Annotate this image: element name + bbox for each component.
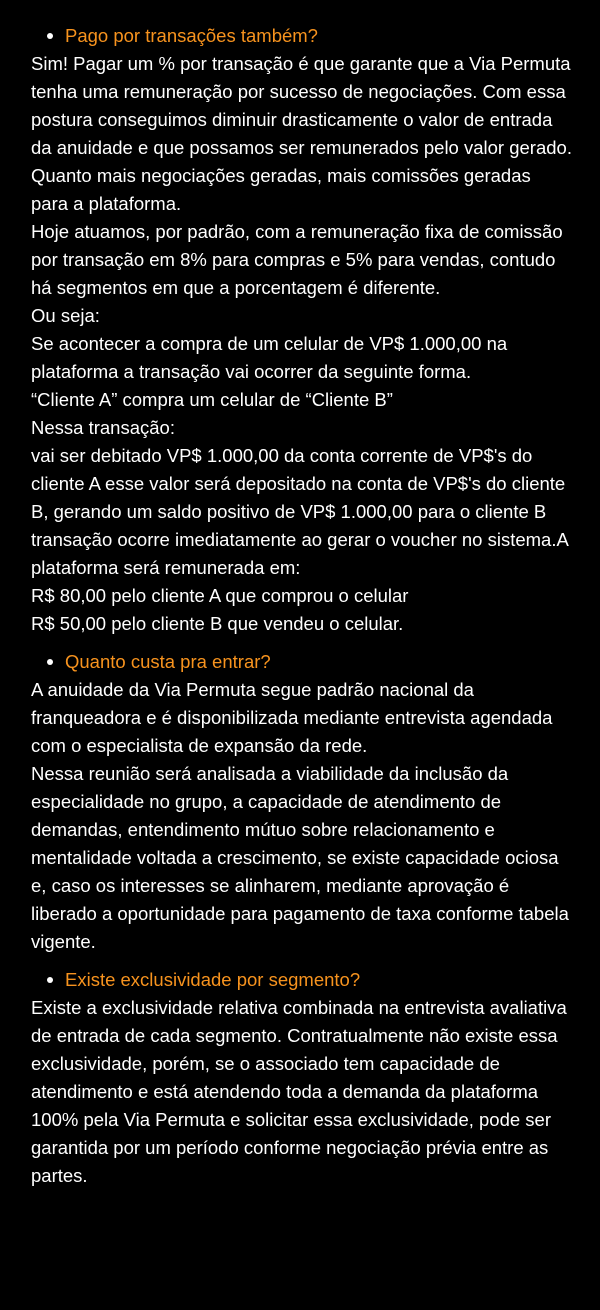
bullet-icon [47,977,53,983]
faq-item-exclusivity [31,966,572,1190]
answer-paragraph: Ou seja: [31,305,100,326]
answer-paragraph: Nessa transação: [31,417,175,438]
answer-paragraph: Hoje atuamos, por padrão, com a remuneração fixa de comissão por transação em 8% para compras e 5% para vendas, contudo há segmentos em que a porcentagem é diferente. [31,221,563,298]
faq-question-label: Existe exclusividade por segmento? [65,969,361,990]
faq-question-label: Quanto custa pra entrar? [65,651,271,672]
answer-paragraph: vai ser debitado VP$ 1.000,00 da conta corrente de VP$'s do cliente A esse valor será depositado na conta de VP$'s do cliente B, gerando um saldo positivo de VP$ 1.000,00 para o cliente B transação ocorre imediatamente ao gerar o voucher no sistema.A plataforma será remunerada em: [31,445,568,578]
bullet-icon [47,659,53,665]
answer-paragraph: “Cliente A” compra um celular de “Cliente B” [31,389,393,410]
answer-paragraph: Quanto mais negociações geradas, mais comissões geradas para a plataforma. [31,165,531,214]
faq-answer [31,50,572,638]
answer-paragraph: A anuidade da Via Permuta segue padrão nacional da franqueadora e é disponibilizada mediante entrevista agendada com o especialista de expansão da rede. [31,679,553,756]
faq-answer [31,994,572,1190]
answer-paragraph: Nessa reunião será analisada a viabilidade da inclusão da especialidade no grupo, a capacidade de atendimento de demandas, entendimento mútuo sobre relacionamento e mentalidade voltada a crescimento, se existe capacidade ociosa e, caso os interesses se alinharem, mediante aprovação é liberado a oportunidade para pagamento de taxa conforme tabela vigente. [31,763,569,952]
faq-question[interactable] [31,966,572,994]
faq-item-cost [31,648,572,956]
faq-answer [31,676,572,956]
answer-paragraph: R$ 80,00 pelo cliente A que comprou o celular [31,585,409,606]
answer-paragraph: Existe a exclusividade relativa combinada na entrevista avaliativa de entrada de cada segmento. Contratualmente não existe essa exclusividade, porém, se o associado tem capacidade de atendimento e está atendendo toda a demanda da plataforma 100% pela Via Permuta e solicitar essa exclusividade, pode ser garantida por um período conforme negociação prévia entre as partes. [31,997,567,1186]
answer-paragraph: R$ 50,00 pelo cliente B que vendeu o celular. [31,613,404,634]
faq-question[interactable] [31,648,572,676]
faq-question-label: Pago por transações também? [65,25,318,46]
faq-item-transactions [31,22,572,638]
faq-question[interactable] [31,22,572,50]
answer-paragraph: Se acontecer a compra de um celular de VP$ 1.000,00 na plataforma a transação vai ocorrer da seguinte forma. [31,333,508,382]
bullet-icon [47,33,53,39]
answer-paragraph: Sim! Pagar um % por transação é que garante que a Via Permuta tenha uma remuneração por sucesso de negociações. Com essa postura conseguimos diminuir drasticamente o valor de entrada da anuidade e que possamos ser remunerados pelo valor gerado. [31,53,572,158]
